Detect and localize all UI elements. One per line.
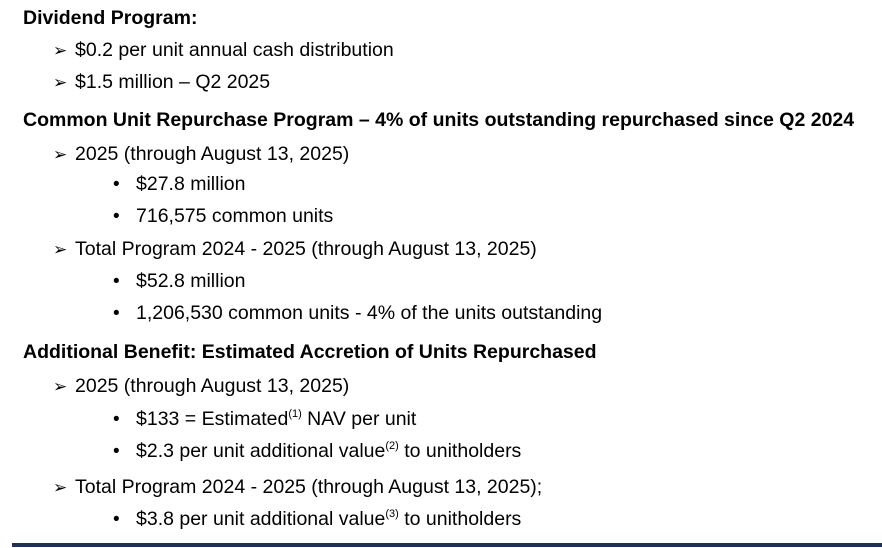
benefit-ytd-value-suffix: to unitholders [398, 440, 522, 462]
dividend-item-text: $1.5 million – Q2 2025 [75, 71, 271, 93]
dot-bullet-icon: • [113, 174, 120, 195]
dividend-item-annual [53, 38, 394, 63]
repurchase-total-units-text: 1,206,530 common units - 4% of the units outstanding [136, 302, 603, 324]
arrow-bullet-icon: ➢ [53, 145, 68, 164]
repurchase-ytd-text: 2025 (through August 13, 2025) [75, 143, 350, 165]
dividend-item-q2 [53, 70, 270, 95]
dot-bullet-icon: • [113, 303, 120, 324]
repurchase-heading: Common Unit Repurchase Program – 4% of units outstanding repurchased since Q2 2024 [23, 109, 855, 131]
dot-bullet-icon: • [113, 509, 120, 530]
benefit-total-label [53, 475, 542, 500]
benefit-total-value [113, 507, 521, 532]
repurchase-ytd-amount [113, 172, 245, 197]
benefit-ytd-text: 2025 (through August 13, 2025) [75, 375, 350, 397]
benefit-ytd-nav [113, 407, 416, 432]
benefit-total-value-text: $3.8 per unit additional value [136, 508, 386, 530]
arrow-bullet-icon: ➢ [53, 240, 68, 259]
footnote-ref-1: (1) [288, 407, 302, 420]
arrow-bullet-icon: ➢ [53, 73, 68, 92]
benefit-heading: Additional Benefit: Estimated Accretion of Units Repurchased [23, 341, 597, 363]
dividend-heading: Dividend Program: [23, 7, 198, 29]
repurchase-ytd-amount-text: $27.8 million [136, 173, 246, 195]
repurchase-total-units [113, 301, 602, 326]
repurchase-ytd-label [53, 142, 349, 167]
dot-bullet-icon: • [113, 206, 120, 227]
footer-divider [12, 543, 882, 547]
dot-bullet-icon: • [113, 409, 120, 430]
footnote-ref-3: (3) [385, 507, 399, 520]
repurchase-total-amount [113, 269, 245, 294]
benefit-total-value-suffix: to unitholders [398, 508, 522, 530]
dot-bullet-icon: • [113, 441, 120, 462]
benefit-total-text: Total Program 2024 - 2025 (through August 13, 2025); [75, 476, 543, 498]
arrow-bullet-icon: ➢ [53, 41, 68, 60]
footnote-ref-2: (2) [385, 439, 399, 452]
repurchase-total-text: Total Program 2024 - 2025 (through August 13, 2025) [75, 238, 537, 260]
repurchase-total-amount-text: $52.8 million [136, 270, 246, 292]
benefit-ytd-label [53, 374, 349, 399]
dividend-item-text: $0.2 per unit annual cash distribution [75, 39, 394, 61]
arrow-bullet-icon: ➢ [53, 377, 68, 396]
repurchase-ytd-units [113, 204, 333, 229]
arrow-bullet-icon: ➢ [53, 478, 68, 497]
repurchase-ytd-units-text: 716,575 common units [136, 205, 334, 227]
benefit-ytd-value-text: $2.3 per unit additional value [136, 440, 386, 462]
repurchase-total-label [53, 237, 537, 262]
benefit-ytd-nav-text: $133 = Estimated [136, 408, 289, 430]
benefit-ytd-nav-suffix: NAV per unit [301, 408, 417, 430]
benefit-ytd-value [113, 439, 521, 464]
dot-bullet-icon: • [113, 271, 120, 292]
